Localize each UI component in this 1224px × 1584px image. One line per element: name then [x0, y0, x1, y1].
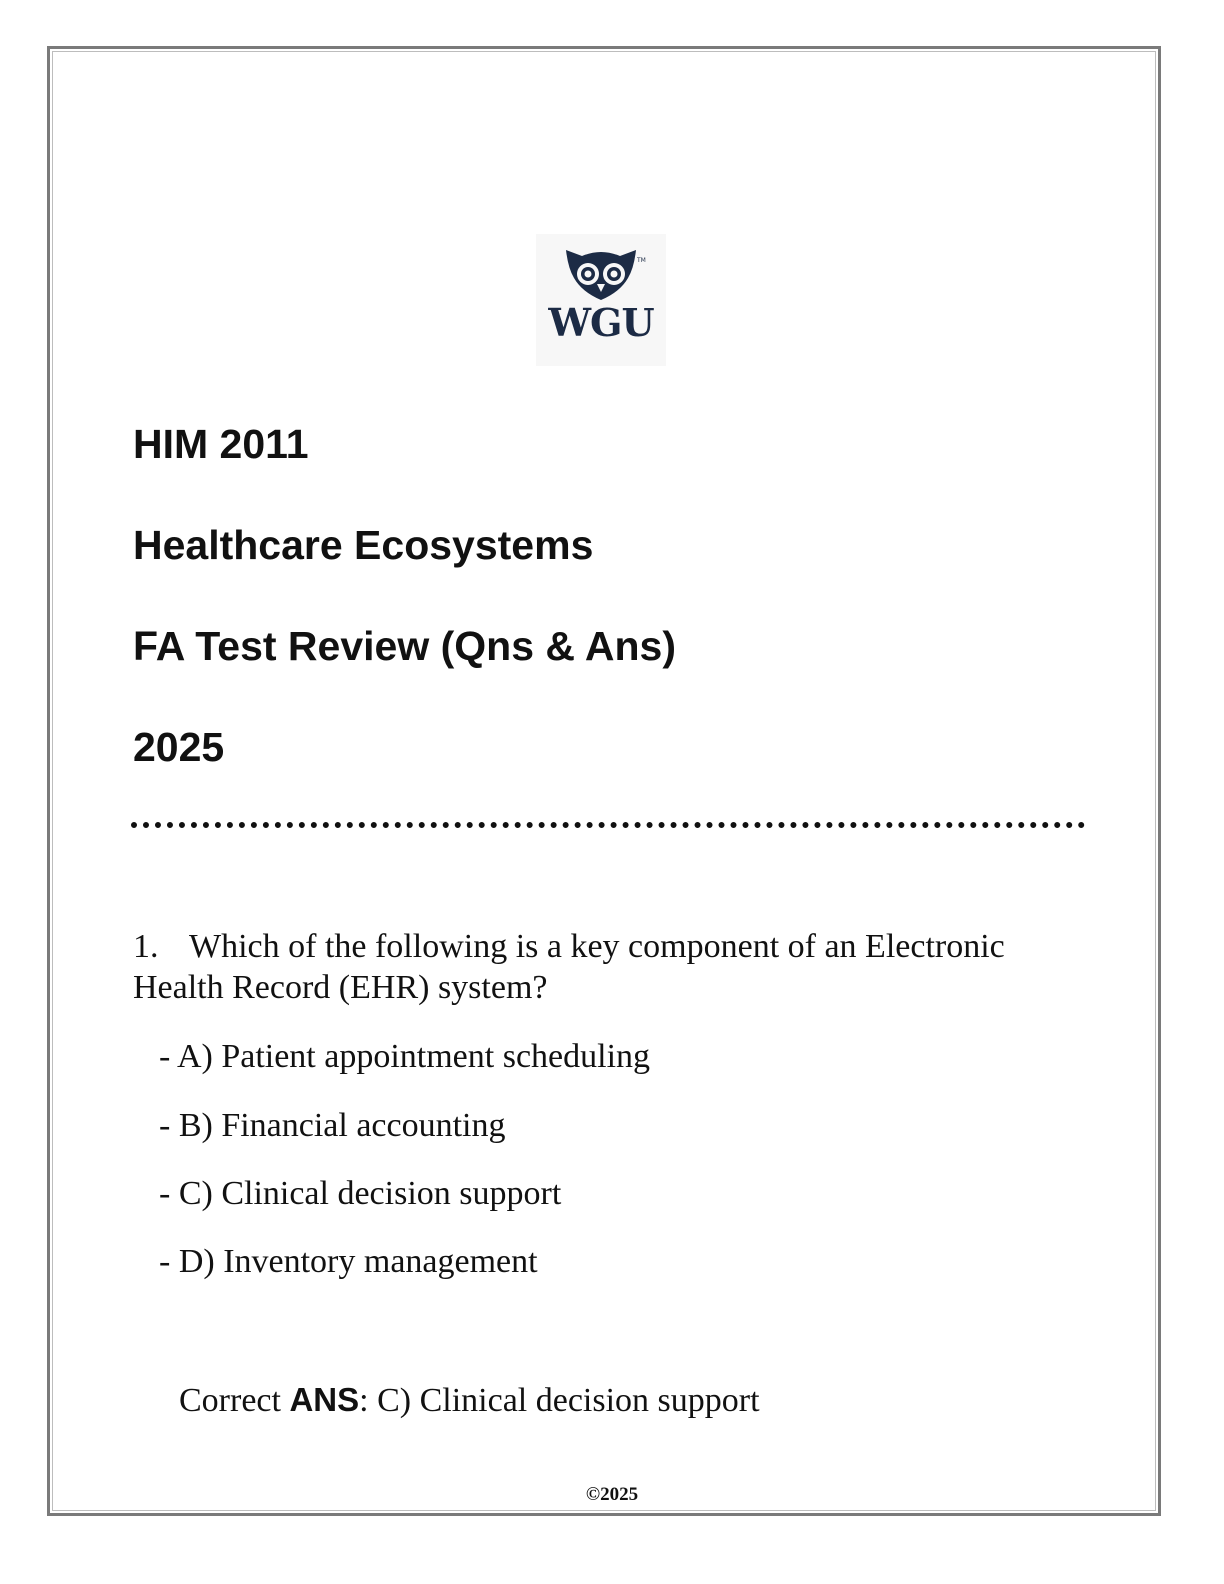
correct-answer — [179, 1383, 760, 1418]
option-c: - C) Clinical decision support — [159, 1175, 562, 1212]
question-number: 1. — [133, 928, 159, 965]
question-text: Which of the following is a key component of an Electronic Health Record (EHR) system? — [133, 928, 1005, 1006]
course-code: HIM 2011 — [133, 421, 309, 467]
answer-label: ANS — [289, 1381, 360, 1418]
dotted-divider — [131, 822, 1085, 828]
owl-icon — [536, 234, 666, 304]
question-1 — [133, 926, 1093, 1008]
copyright-footer: ©2025 — [585, 1484, 639, 1505]
document-type: FA Test Review (Qns & Ans) — [133, 623, 676, 669]
answer-value: : C) Clinical decision support — [359, 1382, 760, 1419]
logo-wordmark: WGU — [548, 300, 654, 345]
option-a: - A) Patient appointment scheduling — [159, 1038, 651, 1075]
option-d: - D) Inventory management — [159, 1243, 538, 1280]
wgu-logo — [536, 234, 666, 366]
svg-text:TM: TM — [637, 257, 646, 264]
document-year: 2025 — [133, 724, 225, 770]
option-b: - B) Financial accounting — [159, 1107, 506, 1144]
answer-prefix: Correct — [179, 1382, 281, 1419]
course-name: Healthcare Ecosystems — [133, 522, 594, 568]
